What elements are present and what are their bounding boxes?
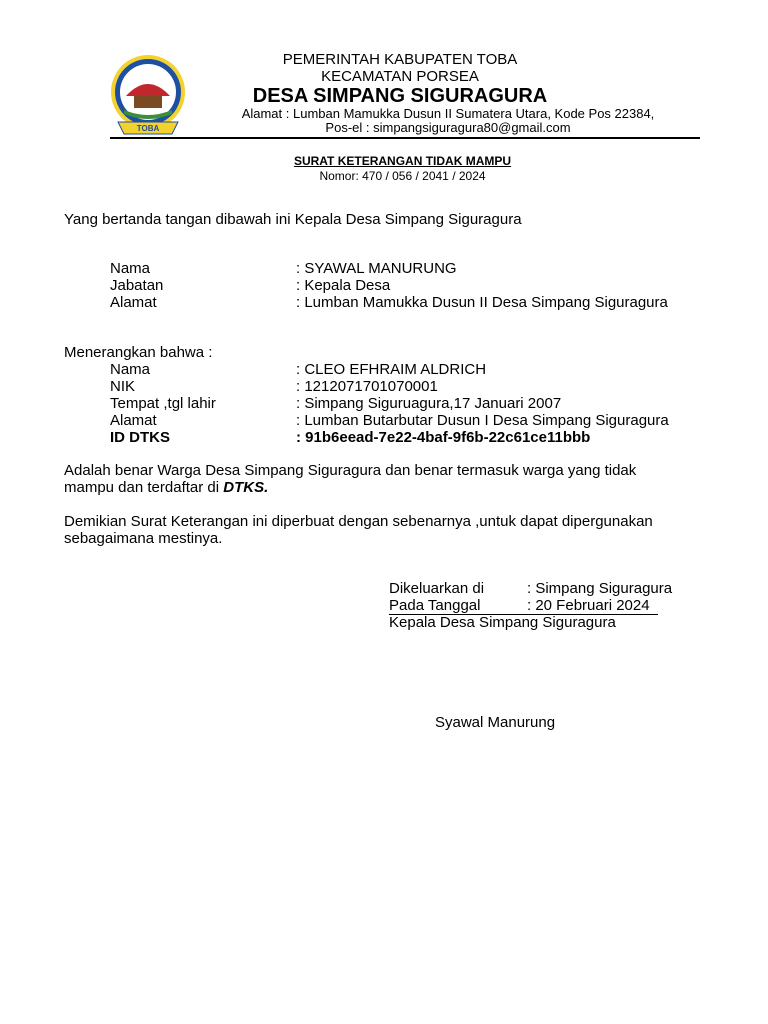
signer-address-value: : Lumban Mamukka Dusun II Desa Simpang Siguragura bbox=[296, 294, 668, 311]
subject-nik-label: NIK bbox=[110, 378, 136, 395]
statement-line-2 bbox=[64, 479, 268, 496]
subject-nik-value: : 1212071701070001 bbox=[296, 378, 438, 395]
signer-position-label: Jabatan bbox=[110, 277, 164, 294]
issued-at-label: Dikeluarkan di bbox=[389, 580, 485, 597]
subject-name-value: : CLEO EFHRAIM ALDRICH bbox=[296, 361, 487, 378]
header-village: DESA SIMPANG SIGURAGURA bbox=[252, 85, 548, 107]
closing-line-1: Demikian Surat Keterangan ini diperbuat dengan sebenarnya ,untuk dapat dipergunakan bbox=[64, 513, 653, 530]
emblem-house bbox=[134, 96, 162, 108]
letter-number: Nomor: 470 / 056 / 2041 / 2024 bbox=[319, 169, 486, 183]
issued-at-value: : Simpang Siguragura bbox=[527, 580, 673, 597]
subject-address-value: : Lumban Butarbutar Dusun I Desa Simpang Siguragura bbox=[296, 412, 669, 429]
signer-position-title: Kepala Desa Simpang Siguragura bbox=[389, 614, 616, 631]
closing-line-2: sebagaimana mestinya. bbox=[64, 530, 223, 547]
declaration-intro: Menerangkan bahwa : bbox=[64, 344, 213, 361]
header-divider bbox=[110, 137, 700, 139]
subject-address-label: Alamat bbox=[110, 412, 157, 429]
signer-position-value: : Kepala Desa bbox=[296, 277, 391, 294]
subject-dtks-value: : 91b6eead-7e22-4baf-9f6b-22c61ce11bbb bbox=[296, 429, 591, 446]
date-value: : 20 Februari 2024 bbox=[527, 597, 650, 614]
header-government: PEMERINTAH KABUPATEN TOBA bbox=[282, 51, 518, 68]
signer-printed-name: Syawal Manurung bbox=[435, 714, 556, 731]
opening-paragraph: Yang bertanda tangan dibawah ini Kepala Desa Simpang Siguragura bbox=[64, 211, 522, 228]
signer-name-label: Nama bbox=[110, 260, 151, 277]
dtks-emphasis: DTKS. bbox=[223, 479, 269, 496]
subject-birth-value: : Simpang Siguruagura,17 Januari 2007 bbox=[296, 395, 562, 412]
subject-name-label: Nama bbox=[110, 361, 151, 378]
subject-dtks-label: ID DTKS bbox=[110, 429, 170, 446]
statement-line-1: Adalah benar Warga Desa Simpang Siguragura dan benar termasuk warga yang tidak bbox=[64, 462, 637, 479]
header-district: KECAMATAN PORSEA bbox=[321, 68, 479, 85]
toba-regency-emblem bbox=[108, 54, 188, 136]
emblem-banner-text: TOBA bbox=[136, 124, 160, 133]
signer-name-value: : SYAWAL MANURUNG bbox=[296, 260, 457, 277]
date-label: Pada Tanggal bbox=[389, 597, 481, 614]
header-address: Alamat : Lumban Mamukka Dusun II Sumatera Utara, Kode Pos 22384, bbox=[241, 106, 655, 121]
letter-title: SURAT KETERANGAN TIDAK MAMPU bbox=[293, 154, 512, 168]
statement-line-2-text: mampu dan terdaftar di bbox=[64, 479, 224, 496]
header-email: Pos-el : simpangsiguragura80@gmail.com bbox=[325, 120, 571, 135]
subject-birth-label: Tempat ,tgl lahir bbox=[110, 395, 216, 412]
signer-address-label: Alamat bbox=[110, 294, 157, 311]
